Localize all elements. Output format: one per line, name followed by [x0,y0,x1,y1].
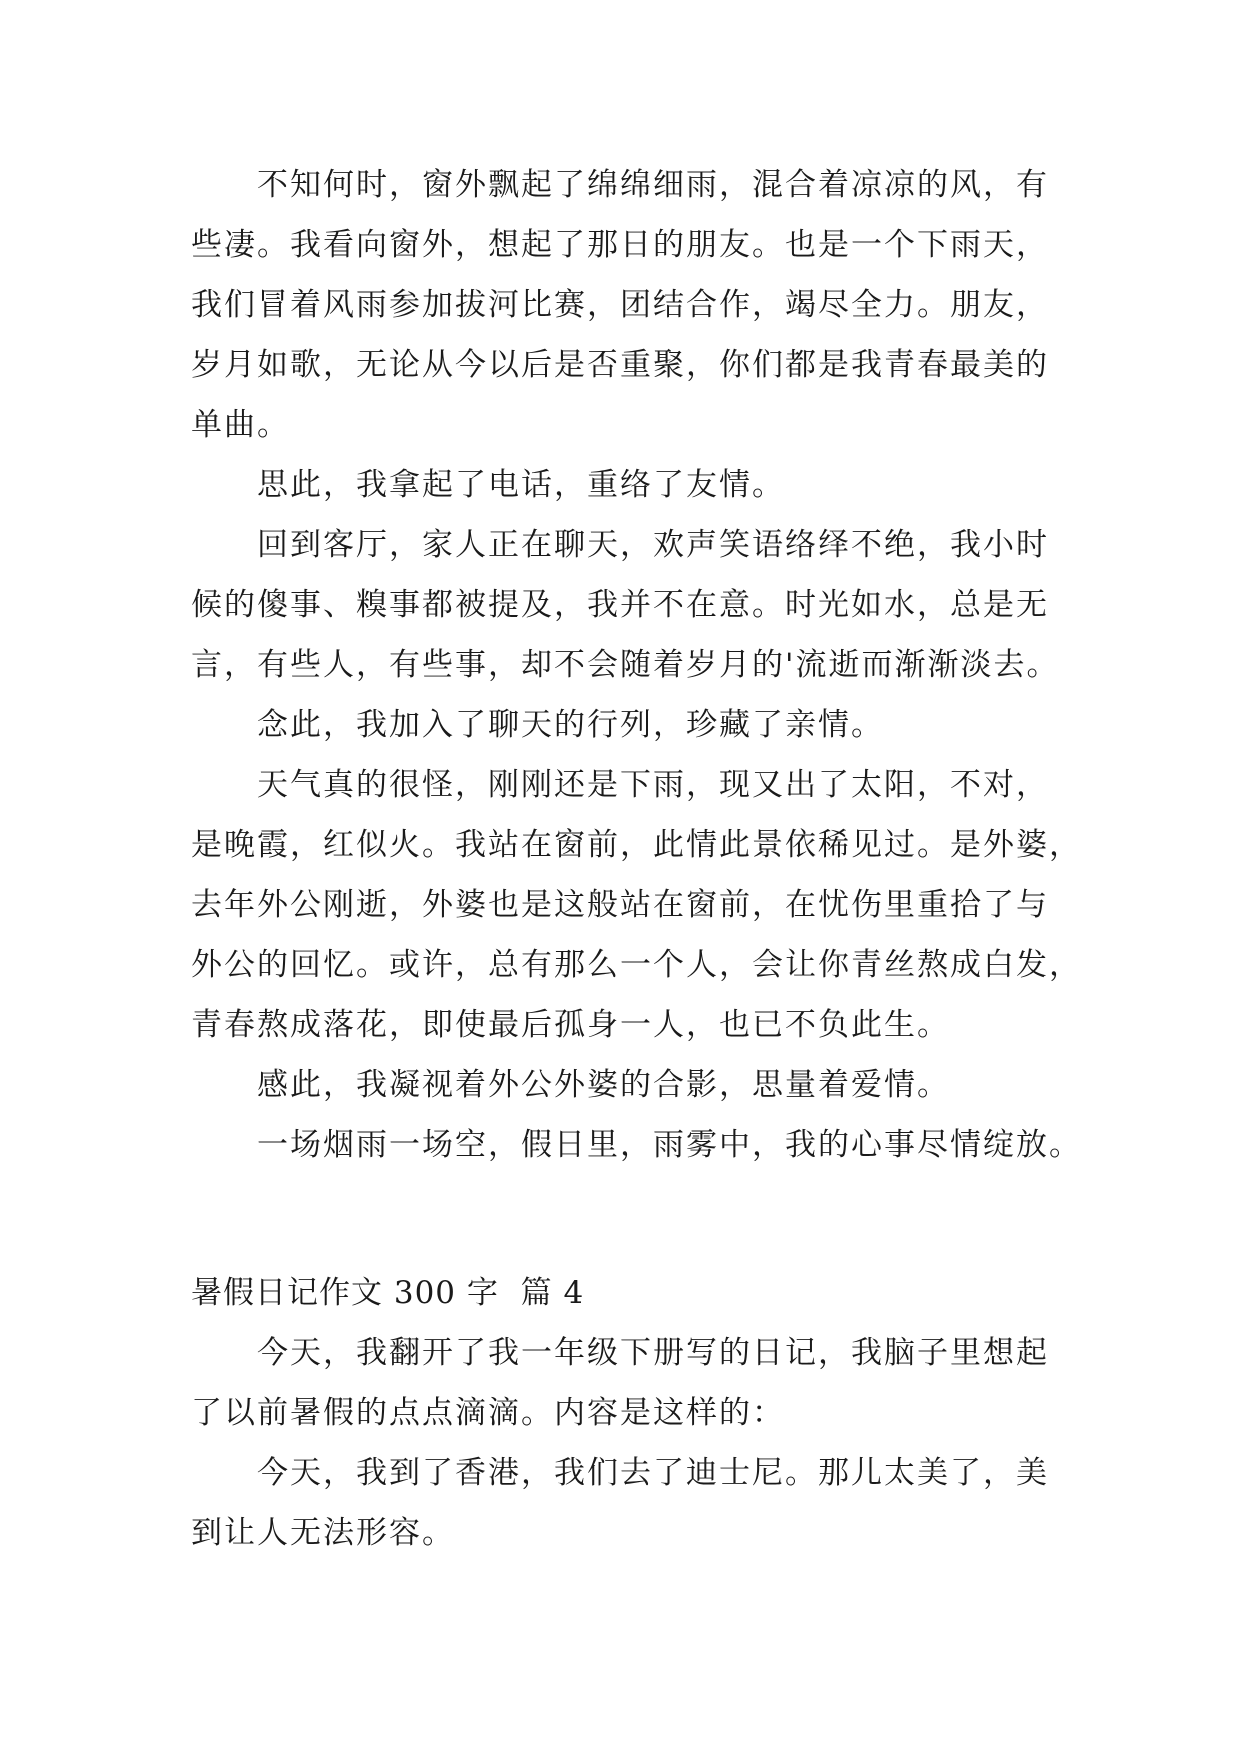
text-line: 外公的回忆。或许，总有那么一个人，会让你青丝熬成白发， [191,947,1082,983]
text-line: 了以前暑假的点点滴滴。内容是这样的： [191,1395,785,1431]
text-line: 岁月如歌，无论从今以后是否重聚，你们都是我青春最美的 [191,347,1049,383]
text-line: 是晚霞，红似火。我站在窗前，此情此景依稀见过。是外婆， [191,827,1082,863]
text-line: 今天，我到了香港，我们去了迪士尼。那儿太美了，美 [257,1455,1049,1491]
paragraph-living-room [191,515,1071,695]
paragraph-love [191,1055,1071,1115]
text-line: 些凄。我看向窗外，想起了那日的朋友。也是一个下雨天， [191,227,1049,263]
paragraph-closing [191,1115,1082,1175]
paragraph-sunset [191,755,1082,1055]
paragraph-friendship [191,455,1071,515]
text-line: 思此，我拿起了电话，重络了友情。 [257,467,785,503]
paragraph-diary-open [191,1323,1071,1443]
paragraph-window-rain [191,155,1071,455]
text-line: 青春熬成落花，即使最后孤身一人，也已不负此生。 [191,1007,950,1043]
text-line: 候的傻事、糗事都被提及，我并不在意。时光如水，总是无 [191,587,1049,623]
text-line: 不知何时，窗外飘起了绵绵细雨，混合着凉凉的风，有 [257,167,1049,203]
text-line: 感此，我凝视着外公外婆的合影，思量着爱情。 [257,1067,950,1103]
text-line: 我们冒着风雨参加拔河比赛，团结合作，竭尽全力。朋友， [191,287,1049,323]
essay-section-1 [191,155,1082,1175]
text-line: 念此，我加入了聊天的行列，珍藏了亲情。 [257,707,884,743]
paragraph-hongkong [191,1443,1071,1563]
text-line: 言，有些人，有些事，却不会随着岁月的'流逝而渐渐淡去。 [191,647,1060,683]
essay-section-2 [191,1323,1071,1563]
section-heading: 暑假日记作文 300 字 篇 4 [191,1275,585,1311]
text-line: 一场烟雨一场空，假日里，雨雾中，我的心事尽情绽放。 [257,1127,1082,1163]
text-line: 今天，我翻开了我一年级下册写的日记，我脑子里想起 [257,1335,1049,1371]
text-line: 单曲。 [191,407,290,443]
paragraph-family [191,695,1071,755]
text-line: 回到客厅，家人正在聊天，欢声笑语络绎不绝，我小时 [257,527,1049,563]
text-line: 天气真的很怪，刚刚还是下雨，现又出了太阳，不对， [257,767,1049,803]
text-line: 去年外公刚逝，外婆也是这般站在窗前，在忧伤里重拾了与 [191,887,1049,923]
text-line: 到让人无法形容。 [191,1515,455,1551]
